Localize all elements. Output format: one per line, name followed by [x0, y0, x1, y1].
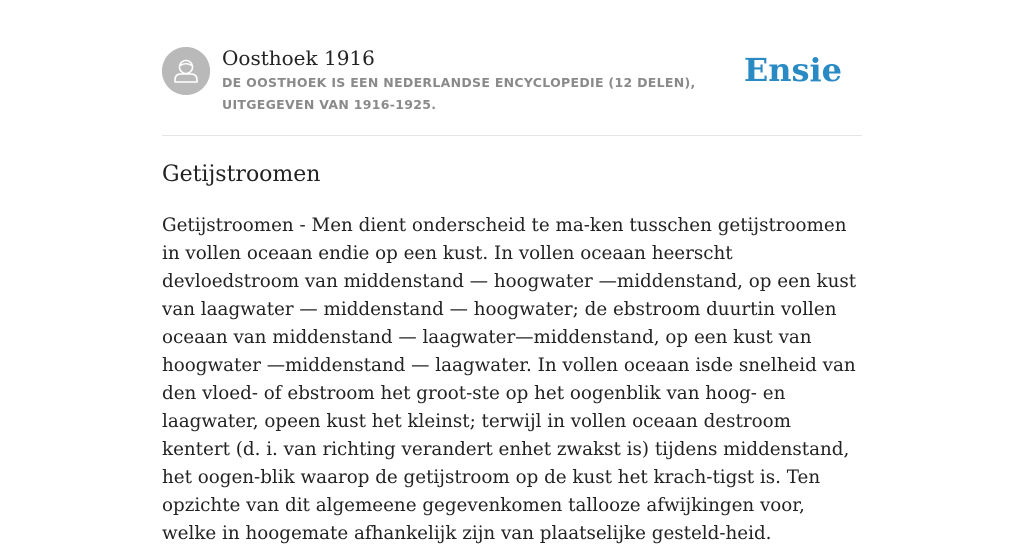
source-description: DE OOSTHOEK IS EEN NEDERLANDSE ENCYCLOPEDIE (12 DELEN), UITGEGEVEN VAN 1916-1925. — [222, 75, 696, 112]
user-avatar-icon[interactable] — [162, 47, 210, 95]
source-header — [162, 0, 862, 136]
entry-title: Getijstroomen — [162, 162, 321, 187]
content-container — [162, 0, 862, 544]
ensie-logo[interactable]: Ensie — [743, 51, 842, 89]
entry-body: Getijstroomen - Men dient onderscheid te ma-ken tusschen getijstroomen in vollen oceaan endie op een kust. In vollen oceaan heerscht devloedstroom van middenstand — hoogwater —middenstand, op een kust van laagwater — middenstand — hoogwater; de ebstroom duurtin vollen oceaan van middenstand — laagwater—middenstand, op een kust van hoogwater —middenstand — laagwater. In vollen oceaan isde snelheid van den vloed- of ebstroom het groot-ste op het oogenblik van hoog- en laagwater, opeen kust het kleinst; terwijl in vollen oceaan destroom kentert (d. i. van richting verandert enhet zwakst is) tijdens middenstand, het oogen-blik waarop de getijstroom op de kust het krach-tigst is. Ten opzichte van dit algemeene gegevenkomen tallooze afwijkingen voor, welke in hoogemate afhankelijk zijn van plaatselijke gesteld-heid. — [162, 215, 857, 544]
source-title[interactable]: Oosthoek 1916 — [222, 46, 375, 70]
